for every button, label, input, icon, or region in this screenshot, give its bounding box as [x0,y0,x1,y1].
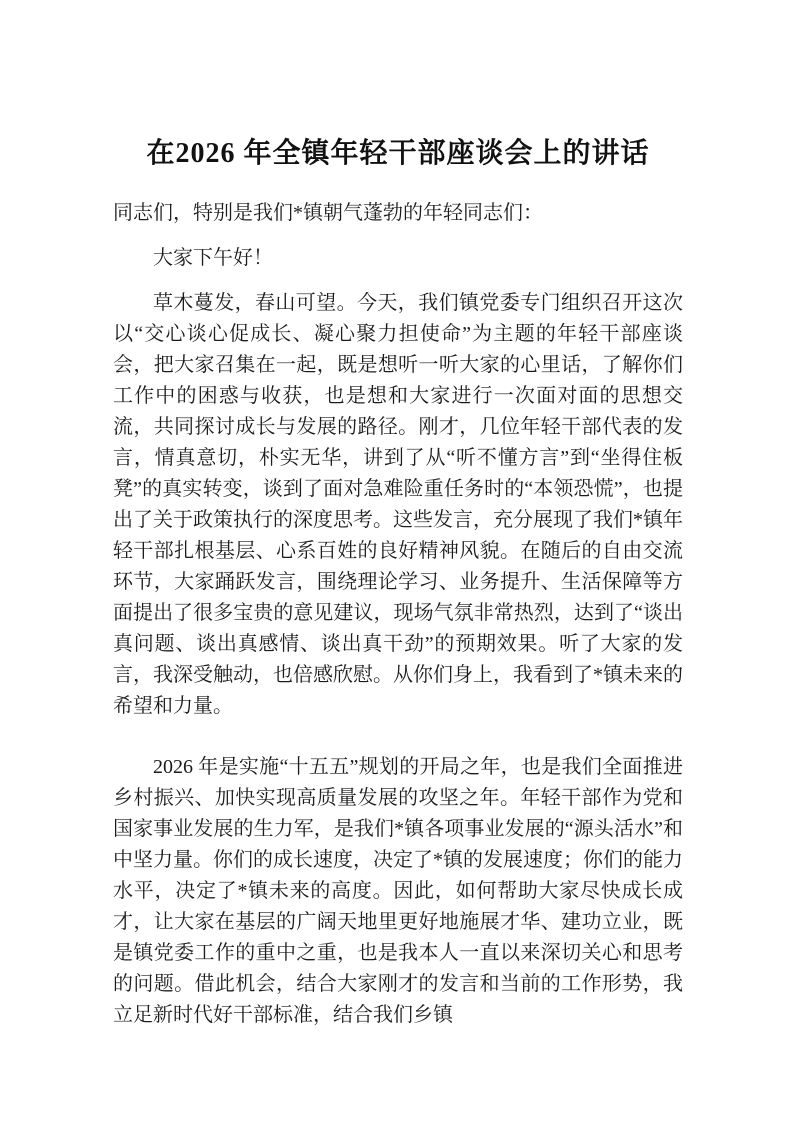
paragraph-greeting: 大家下午好！ [153,247,273,270]
document-body [113,198,683,1031]
paragraph-body-1: 草木蔓发，春山可望。今天，我们镇党委专门组织召开这次以“交心谈心促成长、凝心聚力担使命”为主题的年轻干部座谈会，把大家召集在一起，既是想听一听大家的心里话，了解你们工作中的困惑与收获，也是想和大家进行一次面对面的思想交流，共同探讨成长与发展的路径。刚才，几位年轻干部代表的发言，情真意切，朴实无华，讲到了从“听不懂方言”到“坐得住板凳”的真实转变，谈到了面对急难险重任务时的“本领恐慌”，也提出了关于政策执行的深度思考。这些发言，充分展现了我们*镇年轻干部扎根基层、心系百姓的良好精神风貌。在随后的自由交流环节，大家踊跃发言，围绕理论学习、业务提升、生活保障等方面提出了很多宝贵的意见建议，现场气氛非常热烈，达到了“谈出真问题、谈出真感情、谈出真干劲”的预期效果。听了大家的发言，我深受触动，也倍感欣慰。从你们身上，我看到了*镇未来的希望和力量。 [113,292,683,718]
document-title: 在2026 年全镇年轻干部座谈会上的讲话 [146,138,650,169]
paragraph-body-2: 2026 年是实施“十五五”规划的开局之年，也是我们全面推进乡村振兴、加快实现高质量发展的攻坚之年。年轻干部作为党和国家事业发展的生力军，是我们*镇各项事业发展的“源头活水”和中坚力量。你们的成长速度，决定了*镇的发展速度；你们的能力水平，决定了*镇未来的高度。因此，如何帮助大家尽快成长成才，让大家在基层的广阔天地里更好地施展才华、建功立业，既是镇党委工作的重中之重，也是我本人一直以来深切关心和思考的问题。借此机会，结合大家刚才的发言和当前的工作形势，我立足新时代好干部标准，结合我们乡镇 [113,756,683,1027]
paragraph-salutation: 同志们，特别是我们*镇朝气蓬勃的年轻同志们： [113,202,543,225]
